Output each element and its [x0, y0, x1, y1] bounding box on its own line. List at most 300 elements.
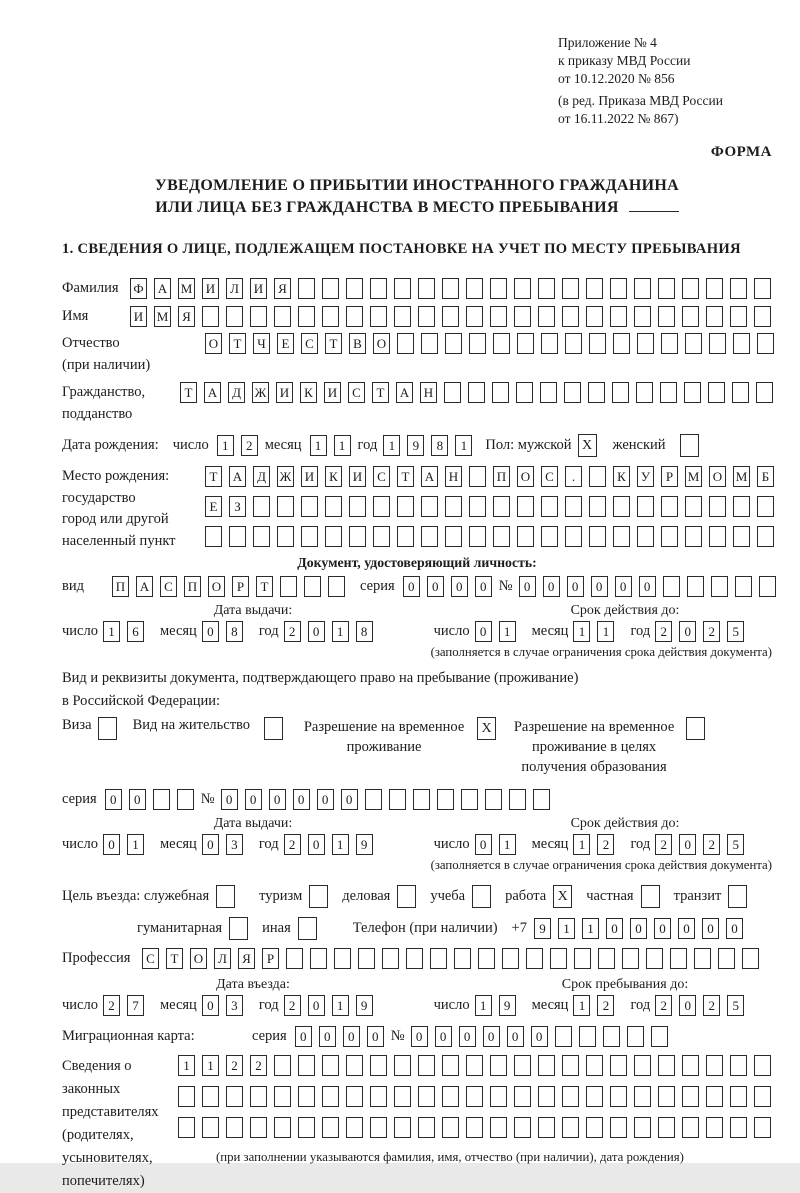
char-box[interactable]: 0	[678, 918, 695, 939]
char-box[interactable]	[589, 526, 606, 547]
char-box[interactable]: 9	[407, 435, 424, 456]
char-box[interactable]	[250, 1086, 267, 1107]
char-box[interactable]: Ж	[252, 382, 269, 403]
char-box[interactable]	[310, 948, 327, 969]
char-box[interactable]: С	[541, 466, 558, 487]
checkbox[interactable]	[728, 885, 747, 908]
char-box[interactable]: О	[205, 333, 222, 354]
char-box[interactable]: 0	[630, 918, 647, 939]
char-box[interactable]	[322, 1117, 339, 1138]
char-box[interactable]: 0	[475, 621, 492, 642]
char-box[interactable]: И	[250, 278, 267, 299]
char-box[interactable]	[651, 1026, 668, 1047]
char-box[interactable]: 0	[475, 834, 492, 855]
char-box[interactable]: У	[637, 466, 654, 487]
char-box[interactable]: Ч	[253, 333, 270, 354]
checkbox[interactable]	[686, 717, 705, 740]
char-box[interactable]: 3	[226, 834, 243, 855]
char-box[interactable]	[564, 382, 581, 403]
char-box[interactable]	[627, 1026, 644, 1047]
char-box[interactable]	[562, 306, 579, 327]
char-box[interactable]	[304, 576, 321, 597]
char-box[interactable]	[397, 526, 414, 547]
char-box[interactable]	[177, 789, 194, 810]
char-box[interactable]	[562, 1117, 579, 1138]
char-box[interactable]: К	[613, 466, 630, 487]
char-box[interactable]	[637, 526, 654, 547]
char-box[interactable]: З	[229, 496, 246, 517]
char-box[interactable]: 1	[334, 435, 351, 456]
char-box[interactable]: 0	[129, 789, 146, 810]
char-box[interactable]: 0	[615, 576, 632, 597]
char-box[interactable]	[253, 526, 270, 547]
char-box[interactable]: П	[184, 576, 201, 597]
char-box[interactable]	[706, 306, 723, 327]
char-box[interactable]: 9	[356, 995, 373, 1016]
char-box[interactable]	[562, 1055, 579, 1076]
char-box[interactable]: 6	[127, 621, 144, 642]
char-box[interactable]: 2	[284, 834, 301, 855]
char-box[interactable]	[610, 1117, 627, 1138]
char-box[interactable]: О	[709, 466, 726, 487]
char-box[interactable]	[682, 1117, 699, 1138]
char-box[interactable]	[541, 496, 558, 517]
char-box[interactable]	[274, 1086, 291, 1107]
char-box[interactable]	[658, 1055, 675, 1076]
char-box[interactable]	[442, 1055, 459, 1076]
char-box[interactable]: 0	[531, 1026, 548, 1047]
char-box[interactable]	[526, 948, 543, 969]
char-box[interactable]	[661, 526, 678, 547]
char-box[interactable]	[277, 526, 294, 547]
char-box[interactable]: 1	[597, 621, 614, 642]
char-box[interactable]	[711, 576, 728, 597]
char-box[interactable]	[733, 526, 750, 547]
char-box[interactable]: 0	[245, 789, 262, 810]
char-box[interactable]: 0	[427, 576, 444, 597]
char-box[interactable]	[274, 1055, 291, 1076]
char-box[interactable]: О	[373, 333, 390, 354]
char-box[interactable]: 2	[703, 995, 720, 1016]
char-box[interactable]	[682, 278, 699, 299]
char-box[interactable]	[610, 278, 627, 299]
char-box[interactable]: 0	[103, 834, 120, 855]
char-box[interactable]	[612, 382, 629, 403]
char-box[interactable]: 1	[310, 435, 327, 456]
char-box[interactable]: О	[517, 466, 534, 487]
char-box[interactable]: 0	[221, 789, 238, 810]
char-box[interactable]	[579, 1026, 596, 1047]
char-box[interactable]: 5	[727, 834, 744, 855]
char-box[interactable]	[421, 496, 438, 517]
checkbox[interactable]	[397, 885, 416, 908]
char-box[interactable]: 1	[202, 1055, 219, 1076]
char-box[interactable]	[586, 1086, 603, 1107]
checkbox[interactable]	[216, 885, 235, 908]
char-box[interactable]: И	[301, 466, 318, 487]
char-box[interactable]: 0	[606, 918, 623, 939]
char-box[interactable]	[445, 333, 462, 354]
char-box[interactable]	[754, 306, 771, 327]
char-box[interactable]	[661, 496, 678, 517]
char-box[interactable]	[280, 576, 297, 597]
char-box[interactable]	[437, 789, 454, 810]
char-box[interactable]	[663, 576, 680, 597]
char-box[interactable]	[514, 1117, 531, 1138]
char-box[interactable]	[253, 496, 270, 517]
char-box[interactable]: 5	[727, 995, 744, 1016]
char-box[interactable]: М	[178, 278, 195, 299]
checkbox[interactable]	[472, 885, 491, 908]
char-box[interactable]: И	[130, 306, 147, 327]
char-box[interactable]	[274, 306, 291, 327]
checkbox[interactable]	[98, 717, 117, 740]
char-box[interactable]	[153, 789, 170, 810]
char-box[interactable]: Т	[372, 382, 389, 403]
char-box[interactable]	[661, 333, 678, 354]
char-box[interactable]: 2	[703, 621, 720, 642]
char-box[interactable]: 9	[499, 995, 516, 1016]
char-box[interactable]	[466, 1055, 483, 1076]
char-box[interactable]: 0	[308, 621, 325, 642]
checkbox[interactable]: X	[477, 717, 496, 740]
char-box[interactable]: 0	[726, 918, 743, 939]
char-box[interactable]	[706, 278, 723, 299]
char-box[interactable]	[370, 278, 387, 299]
char-box[interactable]: 0	[319, 1026, 336, 1047]
char-box[interactable]: А	[204, 382, 221, 403]
char-box[interactable]	[468, 382, 485, 403]
char-box[interactable]	[322, 1055, 339, 1076]
char-box[interactable]	[442, 306, 459, 327]
char-box[interactable]	[490, 278, 507, 299]
char-box[interactable]	[490, 1086, 507, 1107]
char-box[interactable]	[610, 1086, 627, 1107]
char-box[interactable]: Я	[178, 306, 195, 327]
char-box[interactable]: Я	[274, 278, 291, 299]
char-box[interactable]	[687, 576, 704, 597]
char-box[interactable]: 1	[332, 995, 349, 1016]
char-box[interactable]	[538, 1055, 555, 1076]
char-box[interactable]	[684, 382, 701, 403]
char-box[interactable]	[517, 496, 534, 517]
char-box[interactable]: 0	[459, 1026, 476, 1047]
char-box[interactable]: 8	[356, 621, 373, 642]
char-box[interactable]	[706, 1055, 723, 1076]
char-box[interactable]: Ж	[277, 466, 294, 487]
char-box[interactable]	[637, 496, 654, 517]
char-box[interactable]	[658, 1117, 675, 1138]
char-box[interactable]: 0	[411, 1026, 428, 1047]
char-box[interactable]	[756, 382, 773, 403]
char-box[interactable]: Л	[226, 278, 243, 299]
char-box[interactable]: 0	[295, 1026, 312, 1047]
char-box[interactable]	[346, 1117, 363, 1138]
char-box[interactable]	[322, 278, 339, 299]
char-box[interactable]: 0	[293, 789, 310, 810]
char-box[interactable]: 1	[499, 834, 516, 855]
char-box[interactable]	[418, 1117, 435, 1138]
char-box[interactable]	[685, 526, 702, 547]
char-box[interactable]	[538, 1086, 555, 1107]
char-box[interactable]: И	[202, 278, 219, 299]
char-box[interactable]	[706, 1117, 723, 1138]
char-box[interactable]: А	[396, 382, 413, 403]
char-box[interactable]	[565, 333, 582, 354]
char-box[interactable]	[636, 382, 653, 403]
char-box[interactable]	[709, 496, 726, 517]
char-box[interactable]	[586, 1055, 603, 1076]
char-box[interactable]	[514, 1055, 531, 1076]
char-box[interactable]: А	[421, 466, 438, 487]
char-box[interactable]: 0	[308, 995, 325, 1016]
char-box[interactable]: 8	[226, 621, 243, 642]
char-box[interactable]	[492, 382, 509, 403]
char-box[interactable]	[442, 1086, 459, 1107]
char-box[interactable]	[634, 1117, 651, 1138]
char-box[interactable]: 2	[703, 834, 720, 855]
char-box[interactable]	[754, 1055, 771, 1076]
char-box[interactable]	[298, 1086, 315, 1107]
char-box[interactable]	[418, 1055, 435, 1076]
char-box[interactable]	[226, 306, 243, 327]
char-box[interactable]	[349, 526, 366, 547]
char-box[interactable]: А	[154, 278, 171, 299]
char-box[interactable]: 2	[250, 1055, 267, 1076]
char-box[interactable]: 1	[127, 834, 144, 855]
char-box[interactable]	[298, 278, 315, 299]
char-box[interactable]	[322, 306, 339, 327]
char-box[interactable]: 0	[202, 995, 219, 1016]
char-box[interactable]: Т	[397, 466, 414, 487]
char-box[interactable]	[346, 1055, 363, 1076]
char-box[interactable]: 0	[567, 576, 584, 597]
char-box[interactable]	[757, 333, 774, 354]
char-box[interactable]	[562, 1086, 579, 1107]
char-box[interactable]	[646, 948, 663, 969]
char-box[interactable]	[394, 1086, 411, 1107]
char-box[interactable]	[389, 789, 406, 810]
char-box[interactable]	[538, 278, 555, 299]
char-box[interactable]	[685, 333, 702, 354]
char-box[interactable]	[718, 948, 735, 969]
char-box[interactable]	[394, 1055, 411, 1076]
char-box[interactable]	[418, 1086, 435, 1107]
char-box[interactable]	[694, 948, 711, 969]
char-box[interactable]: С	[142, 948, 159, 969]
char-box[interactable]: К	[300, 382, 317, 403]
char-box[interactable]	[634, 1055, 651, 1076]
char-box[interactable]	[397, 333, 414, 354]
char-box[interactable]: М	[685, 466, 702, 487]
char-box[interactable]	[298, 306, 315, 327]
char-box[interactable]: 8	[431, 435, 448, 456]
char-box[interactable]	[538, 1117, 555, 1138]
char-box[interactable]	[370, 306, 387, 327]
char-box[interactable]	[469, 496, 486, 517]
char-box[interactable]: 0	[269, 789, 286, 810]
char-box[interactable]: 0	[367, 1026, 384, 1047]
char-box[interactable]: 2	[655, 834, 672, 855]
char-box[interactable]: И	[349, 466, 366, 487]
char-box[interactable]	[466, 306, 483, 327]
char-box[interactable]	[540, 382, 557, 403]
char-box[interactable]	[742, 948, 759, 969]
char-box[interactable]	[589, 466, 606, 487]
char-box[interactable]	[444, 382, 461, 403]
char-box[interactable]: И	[324, 382, 341, 403]
char-box[interactable]	[397, 496, 414, 517]
char-box[interactable]	[533, 789, 550, 810]
char-box[interactable]: 2	[284, 621, 301, 642]
char-box[interactable]	[358, 948, 375, 969]
char-box[interactable]: 0	[507, 1026, 524, 1047]
char-box[interactable]: К	[325, 466, 342, 487]
char-box[interactable]: Т	[180, 382, 197, 403]
char-box[interactable]	[445, 526, 462, 547]
char-box[interactable]	[346, 278, 363, 299]
char-box[interactable]	[178, 1086, 195, 1107]
char-box[interactable]: П	[493, 466, 510, 487]
char-box[interactable]	[670, 948, 687, 969]
char-box[interactable]	[732, 382, 749, 403]
char-box[interactable]	[754, 278, 771, 299]
char-box[interactable]	[706, 1086, 723, 1107]
char-box[interactable]	[370, 1086, 387, 1107]
char-box[interactable]: 0	[639, 576, 656, 597]
char-box[interactable]: Т	[325, 333, 342, 354]
char-box[interactable]	[509, 789, 526, 810]
char-box[interactable]	[735, 576, 752, 597]
char-box[interactable]	[298, 1055, 315, 1076]
char-box[interactable]: 1	[332, 621, 349, 642]
char-box[interactable]: 0	[483, 1026, 500, 1047]
char-box[interactable]	[413, 789, 430, 810]
char-box[interactable]: 1	[558, 918, 575, 939]
char-box[interactable]	[406, 948, 423, 969]
char-box[interactable]: 1	[573, 995, 590, 1016]
char-box[interactable]	[586, 278, 603, 299]
char-box[interactable]	[277, 496, 294, 517]
char-box[interactable]: 0	[202, 621, 219, 642]
char-box[interactable]	[658, 1086, 675, 1107]
char-box[interactable]	[394, 306, 411, 327]
char-box[interactable]: П	[112, 576, 129, 597]
char-box[interactable]	[466, 1086, 483, 1107]
char-box[interactable]: 0	[451, 576, 468, 597]
char-box[interactable]: Р	[232, 576, 249, 597]
char-box[interactable]: 1	[475, 995, 492, 1016]
char-box[interactable]: Л	[214, 948, 231, 969]
char-box[interactable]: Д	[253, 466, 270, 487]
char-box[interactable]	[490, 1055, 507, 1076]
char-box[interactable]: Т	[205, 466, 222, 487]
char-box[interactable]	[469, 466, 486, 487]
char-box[interactable]	[588, 382, 605, 403]
char-box[interactable]	[394, 1117, 411, 1138]
char-box[interactable]: 0	[202, 834, 219, 855]
char-box[interactable]	[461, 789, 478, 810]
char-box[interactable]	[394, 278, 411, 299]
char-box[interactable]	[334, 948, 351, 969]
char-box[interactable]	[454, 948, 471, 969]
char-box[interactable]: 1	[103, 621, 120, 642]
checkbox[interactable]	[298, 917, 317, 940]
char-box[interactable]: Р	[661, 466, 678, 487]
char-box[interactable]: Н	[420, 382, 437, 403]
char-box[interactable]	[613, 526, 630, 547]
char-box[interactable]: С	[160, 576, 177, 597]
char-box[interactable]: 2	[103, 995, 120, 1016]
char-box[interactable]: Б	[757, 466, 774, 487]
char-box[interactable]	[469, 526, 486, 547]
char-box[interactable]	[226, 1117, 243, 1138]
char-box[interactable]: 0	[435, 1026, 452, 1047]
char-box[interactable]	[708, 382, 725, 403]
char-box[interactable]	[301, 496, 318, 517]
char-box[interactable]: 1	[573, 621, 590, 642]
char-box[interactable]	[586, 1117, 603, 1138]
checkbox[interactable]: X	[553, 885, 572, 908]
char-box[interactable]: Т	[256, 576, 273, 597]
char-box[interactable]	[442, 1117, 459, 1138]
char-box[interactable]	[634, 306, 651, 327]
char-box[interactable]	[634, 1086, 651, 1107]
char-box[interactable]: 2	[597, 834, 614, 855]
char-box[interactable]	[730, 1086, 747, 1107]
char-box[interactable]	[493, 333, 510, 354]
char-box[interactable]: 0	[475, 576, 492, 597]
char-box[interactable]: 0	[679, 834, 696, 855]
char-box[interactable]	[325, 526, 342, 547]
char-box[interactable]	[660, 382, 677, 403]
char-box[interactable]	[202, 1086, 219, 1107]
char-box[interactable]	[202, 1117, 219, 1138]
char-box[interactable]: 1	[178, 1055, 195, 1076]
char-box[interactable]	[709, 526, 726, 547]
char-box[interactable]	[550, 948, 567, 969]
char-box[interactable]	[589, 333, 606, 354]
char-box[interactable]	[589, 496, 606, 517]
char-box[interactable]	[603, 1026, 620, 1047]
char-box[interactable]	[365, 789, 382, 810]
char-box[interactable]	[733, 496, 750, 517]
char-box[interactable]	[516, 382, 533, 403]
char-box[interactable]	[622, 948, 639, 969]
char-box[interactable]: М	[154, 306, 171, 327]
char-box[interactable]	[493, 496, 510, 517]
char-box[interactable]: 0	[308, 834, 325, 855]
char-box[interactable]	[730, 278, 747, 299]
char-box[interactable]	[610, 1055, 627, 1076]
char-box[interactable]	[346, 1086, 363, 1107]
char-box[interactable]	[562, 278, 579, 299]
char-box[interactable]	[418, 306, 435, 327]
char-box[interactable]	[328, 576, 345, 597]
char-box[interactable]	[442, 278, 459, 299]
char-box[interactable]	[730, 306, 747, 327]
char-box[interactable]: Е	[277, 333, 294, 354]
char-box[interactable]: 1	[383, 435, 400, 456]
char-box[interactable]	[658, 306, 675, 327]
char-box[interactable]	[709, 333, 726, 354]
char-box[interactable]	[421, 333, 438, 354]
char-box[interactable]	[178, 1117, 195, 1138]
char-box[interactable]	[555, 1026, 572, 1047]
char-box[interactable]	[478, 948, 495, 969]
char-box[interactable]: В	[349, 333, 366, 354]
char-box[interactable]	[226, 1086, 243, 1107]
